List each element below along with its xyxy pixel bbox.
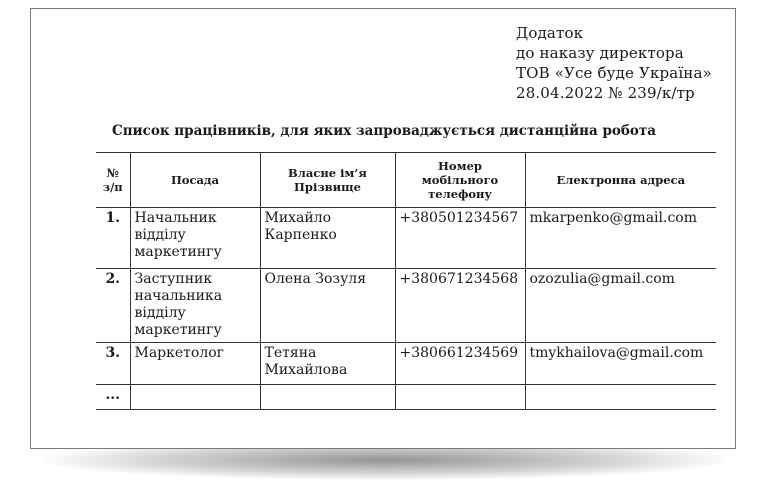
name-line: Тетяна <box>264 345 317 361</box>
header-phone-line-3: телефону <box>428 187 492 201</box>
position-line: відділу <box>134 305 186 321</box>
row-number: ... <box>96 385 130 410</box>
position-line: Заступник <box>134 271 213 287</box>
header-number <box>96 153 130 208</box>
row-number: 3. <box>96 343 130 385</box>
row-phone: +380661234569 <box>395 343 525 385</box>
header-name-line-1: Власне ім’я <box>288 166 367 180</box>
appendix-line-2: до наказу директора <box>516 44 684 62</box>
header-number-line-1: № <box>106 166 119 180</box>
row-email: tmykhailova@gmail.com <box>525 343 716 385</box>
position-line: Маркетолог <box>134 345 225 361</box>
position-line: маркетингу <box>134 244 222 260</box>
name-line: Михайло <box>264 210 332 226</box>
name-line: Олена Зозуля <box>264 271 367 287</box>
table-row <box>96 343 716 385</box>
table-row <box>96 208 716 269</box>
header-phone <box>395 153 525 208</box>
document-title: Список працівників, для яких запроваджується дистанційна робота <box>111 123 657 139</box>
appendix-line-4: 28.04.2022 № 239/к/тр <box>516 84 695 102</box>
header-name-line-2: Прізвище <box>294 180 361 194</box>
document-page <box>30 8 736 449</box>
header-phone-line-1: Номер <box>438 159 482 173</box>
row-number: 2. <box>96 269 130 343</box>
row-name <box>260 343 395 385</box>
row-phone: +380501234567 <box>395 208 525 269</box>
row-name <box>260 385 395 410</box>
header-email: Електронна адреса <box>525 153 716 208</box>
appendix-line-3: ТОВ «Усе буде Україна» <box>516 64 712 82</box>
employees-table <box>96 152 716 410</box>
row-position <box>130 343 260 385</box>
appendix-line-1: Додаток <box>516 24 584 42</box>
header-number-line-2: з/п <box>102 180 123 194</box>
row-position <box>130 208 260 269</box>
row-position <box>130 385 260 410</box>
table-row <box>96 385 716 410</box>
appendix-note <box>516 23 712 103</box>
row-number: 1. <box>96 208 130 269</box>
row-email <box>525 385 716 410</box>
row-name <box>260 208 395 269</box>
header-position: Посада <box>130 153 260 208</box>
position-line: Начальник <box>134 210 217 226</box>
position-line: начальника <box>134 288 223 304</box>
header-phone-line-2: мобільного <box>421 173 499 187</box>
row-email: ozozulia@gmail.com <box>525 269 716 343</box>
row-email: mkarpenko@gmail.com <box>525 208 716 269</box>
position-line: маркетингу <box>134 322 222 338</box>
row-name <box>260 269 395 343</box>
table-header-row <box>96 153 716 208</box>
row-phone <box>395 385 525 410</box>
table-row <box>96 269 716 343</box>
row-position <box>130 269 260 343</box>
name-line: Карпенко <box>264 227 337 243</box>
name-line: Михайлова <box>264 362 348 378</box>
position-line: відділу <box>134 227 186 243</box>
row-phone: +380671234568 <box>395 269 525 343</box>
header-name <box>260 153 395 208</box>
